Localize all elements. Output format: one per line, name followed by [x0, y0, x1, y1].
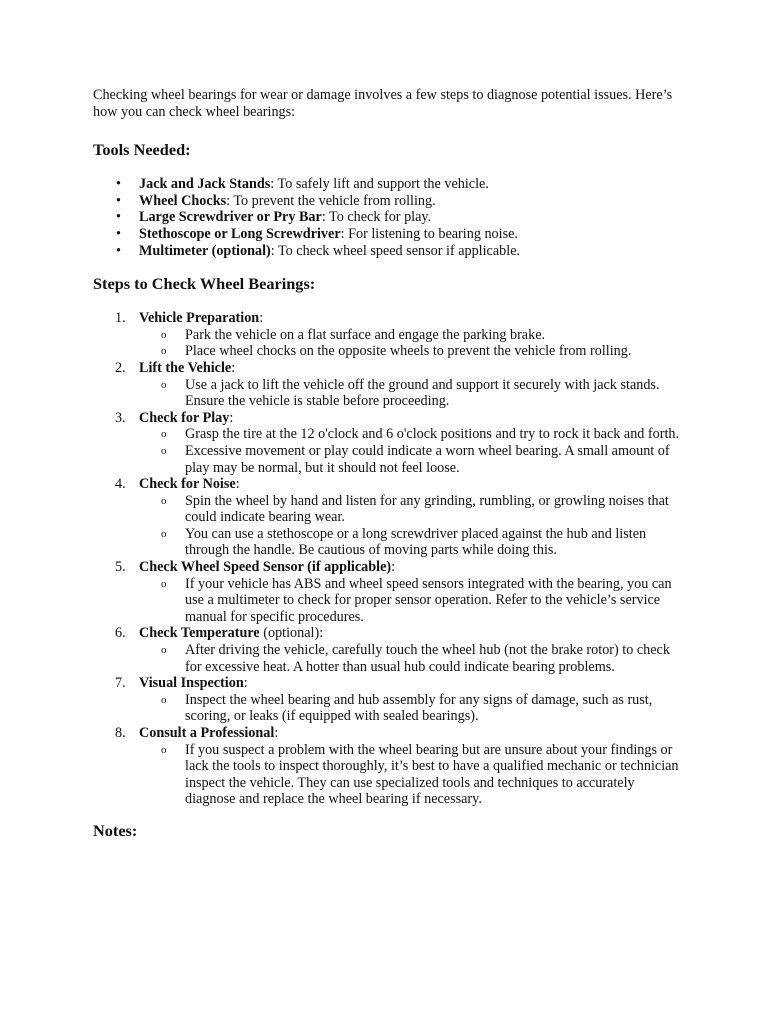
- step-title-suffix: (optional):: [259, 625, 324, 642]
- circle-bullet-icon: o: [161, 743, 167, 756]
- step-substeps: [139, 377, 693, 410]
- step-substeps: [139, 692, 693, 725]
- circle-bullet-icon: o: [161, 378, 167, 391]
- tool-term: Wheel Chocks: [139, 192, 227, 209]
- substep-item: [139, 576, 685, 626]
- step-title-suffix: :: [231, 359, 236, 376]
- step-title-suffix: :: [229, 409, 234, 426]
- substep-text: Inspect the wheel bearing and hub assembly for any signs of damage, such as rust, scoring, or leaks (if equipped with sealed bearings).: [185, 691, 653, 725]
- substep-item: [139, 343, 685, 360]
- step-title: Check for Noise: [139, 476, 236, 493]
- substep-item: [139, 526, 685, 559]
- tool-desc: : For listening to bearing noise.: [340, 225, 518, 242]
- substep-text: Park the vehicle on a flat surface and engage the parking brake.: [185, 326, 546, 343]
- tool-term: Large Screwdriver or Pry Bar: [139, 209, 322, 226]
- step-number: 8.: [115, 725, 126, 741]
- intro-paragraph: Checking wheel bearings for wear or damage involves a few steps to diagnose potential issues. Here’s how you can check wheel bearings:: [93, 87, 673, 120]
- step-title: Consult a Professional: [139, 725, 275, 741]
- step-title: Lift the Vehicle: [139, 359, 232, 376]
- circle-bullet-icon: o: [161, 444, 167, 457]
- step-title: Vehicle Preparation: [139, 310, 260, 327]
- substep-text: Place wheel chocks on the opposite wheels to prevent the vehicle from rolling.: [185, 343, 632, 360]
- substep-item: [139, 642, 685, 675]
- step-item: [93, 476, 693, 559]
- bullet-icon: •: [116, 242, 121, 259]
- circle-bullet-icon: o: [161, 693, 167, 706]
- bullet-icon: •: [116, 225, 121, 242]
- substep-text: You can use a stethoscope or a long screwdriver placed against the hub and listen through the handle. Be cautious of moving parts while doing this.: [185, 525, 647, 559]
- circle-bullet-icon: o: [161, 577, 167, 590]
- tools-list: [93, 176, 693, 259]
- document-page: [93, 87, 693, 841]
- bullet-icon: •: [116, 192, 121, 209]
- step-item: [93, 360, 693, 410]
- notes-heading: Notes:: [93, 820, 138, 840]
- step-substeps: [139, 493, 693, 559]
- substep-item: [139, 377, 685, 410]
- step-title: Check Temperature: [139, 625, 260, 642]
- steps-list: [93, 310, 693, 808]
- step-title-suffix: :: [235, 476, 240, 493]
- step-number: 5.: [115, 559, 126, 576]
- circle-bullet-icon: o: [161, 328, 167, 341]
- tool-item: [93, 209, 693, 226]
- step-item: [93, 559, 693, 625]
- step-item: [93, 725, 693, 808]
- step-substeps: [139, 642, 693, 675]
- step-substeps: [139, 576, 693, 626]
- substep-item: [139, 742, 685, 808]
- step-title-suffix: :: [391, 559, 396, 576]
- steps-heading: Steps to Check Wheel Bearings:: [93, 274, 316, 294]
- substep-text: After driving the vehicle, carefully touch the wheel hub (not the brake rotor) to check for excessive heat. A hotter than usual hub could indicate bearing problems.: [185, 642, 670, 675]
- step-substeps: [139, 742, 693, 808]
- substep-text: If your vehicle has ABS and wheel speed sensors integrated with the bearing, you can use a multimeter to check for proper sensor operation. Refer to the vehicle’s service manual for specific procedures.: [185, 575, 672, 625]
- tools-heading: Tools Needed:: [93, 140, 191, 160]
- step-title: Check Wheel Speed Sensor (if applicable): [139, 559, 392, 576]
- step-title: Visual Inspection: [139, 675, 244, 692]
- circle-bullet-icon: o: [161, 644, 167, 657]
- tool-term: Multimeter (optional): [139, 242, 271, 259]
- substep-item: [139, 426, 685, 443]
- tool-item: [93, 176, 693, 193]
- substep-text: If you suspect a problem with the wheel bearing but are unsure about your findings or lack the tools to inspect thoroughly, it’s best to have a qualified mechanic or technician inspect the vehicle. They can use specialized tools and techniques to accurately diagnose and replace the wheel bearing if necessary.: [185, 741, 679, 808]
- circle-bullet-icon: o: [161, 345, 167, 358]
- substep-item: [139, 443, 685, 476]
- step-number: 2.: [115, 359, 126, 376]
- step-item: [93, 675, 693, 725]
- tool-term: Stethoscope or Long Screwdriver: [139, 225, 341, 242]
- substep-text: Spin the wheel by hand and listen for any grinding, rumbling, or growling noises that could indicate bearing wear.: [185, 492, 669, 526]
- tool-item: [93, 193, 693, 210]
- circle-bullet-icon: o: [161, 428, 167, 441]
- substep-item: [139, 327, 685, 344]
- tool-desc: : To check wheel speed sensor if applicable.: [270, 242, 521, 259]
- step-number: 1.: [115, 310, 126, 327]
- substep-item: [139, 493, 685, 526]
- step-number: 7.: [115, 675, 126, 692]
- substep-item: [139, 692, 685, 725]
- step-item: [93, 310, 693, 360]
- step-number: 3.: [115, 409, 126, 426]
- substep-text: Grasp the tire at the 12 o'clock and 6 o'clock positions and try to rock it back and forth.: [185, 426, 680, 443]
- tool-desc: : To prevent the vehicle from rolling.: [226, 192, 436, 209]
- tool-term: Jack and Jack Stands: [139, 176, 271, 193]
- step-title-suffix: :: [259, 310, 264, 327]
- step-title-suffix: :: [243, 675, 248, 692]
- step-title-suffix: :: [274, 725, 279, 741]
- step-title: Check for Play: [139, 409, 230, 426]
- circle-bullet-icon: o: [161, 527, 167, 540]
- tool-item: [93, 226, 693, 243]
- step-substeps: [139, 327, 693, 360]
- step-item: [93, 625, 693, 675]
- step-substeps: [139, 426, 693, 476]
- bullet-icon: •: [116, 209, 121, 226]
- tool-item: [93, 243, 693, 260]
- substep-text: Excessive movement or play could indicate a worn wheel bearing. A small amount of play may be normal, but it should not feel loose.: [185, 442, 670, 476]
- step-number: 4.: [115, 476, 126, 493]
- circle-bullet-icon: o: [161, 494, 167, 507]
- bullet-icon: •: [116, 176, 121, 193]
- step-number: 6.: [115, 625, 126, 642]
- substep-text: Use a jack to lift the vehicle off the ground and support it securely with jack stands. Ensure the vehicle is stable before proceeding.: [185, 376, 660, 410]
- step-item: [93, 410, 693, 476]
- tool-desc: : To check for play.: [321, 209, 432, 226]
- tool-desc: : To safely lift and support the vehicle.: [270, 176, 489, 193]
